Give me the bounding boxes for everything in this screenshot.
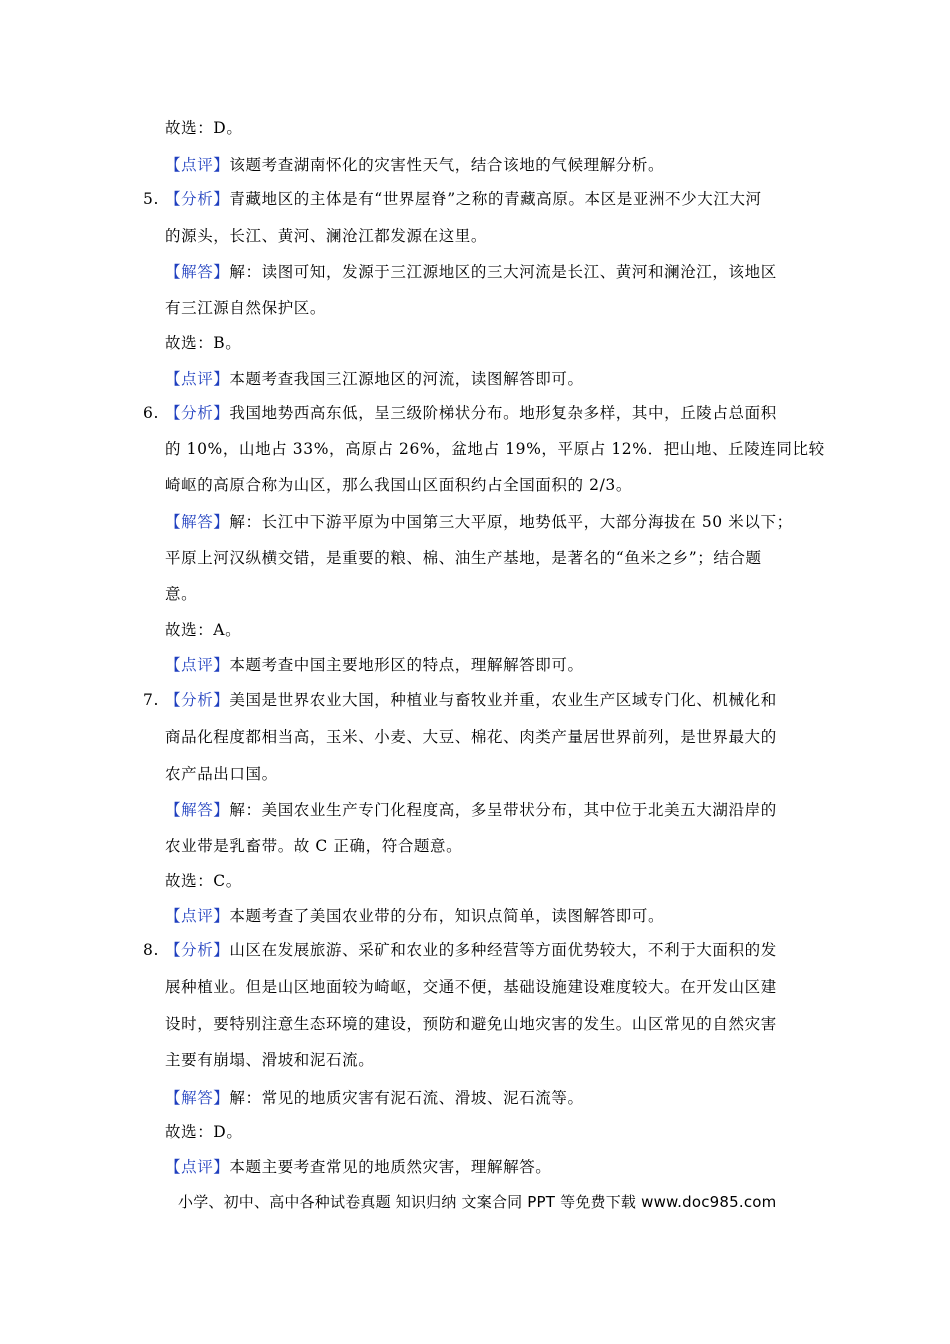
q7-fenxi-line-2: 商品化程度都相当高，玉米、小麦、大豆、棉花、肉类产量居世界前列，是世界最大的 (165, 728, 777, 746)
q5-jieda-line-1: 【解答】解：读图可知，发源于三江源地区的三大河流是长江、黄河和澜沧江，该地区 (165, 263, 777, 281)
page-footer: 小学、初中、高中各种试卷真题 知识归纳 文案合同 PPT 等免费下载 www.doc985.com (178, 1193, 777, 1211)
q8-dianping: 【点评】本题主要考查常见的地质然灾害，理解解答。 (165, 1158, 552, 1176)
fenxi-tag: 【分析】 (165, 691, 230, 709)
dianping-tag: 【点评】 (165, 370, 230, 388)
q6-jieda-line-1: 【解答】解：长江中下游平原为中国第三大平原，地势低平，大部分海拔在 50 米以下； (165, 513, 793, 531)
fenxi-tag: 【分析】 (165, 941, 230, 959)
q7-number: 7. (143, 691, 159, 709)
fenxi-tag: 【分析】 (165, 190, 230, 208)
q8-fenxi-line-4: 主要有崩塌、滑坡和泥石流。 (165, 1051, 375, 1069)
q6-number: 6. (143, 404, 159, 422)
q4-choose: 故选：D。 (165, 119, 243, 137)
dianping-tag: 【点评】 (165, 656, 230, 674)
q7-choose: 故选：C。 (165, 872, 242, 890)
q5-choose: 故选：B。 (165, 334, 242, 352)
q6-fenxi-line-1: 6. 【分析】我国地势西高东低，呈三级阶梯状分布。地形复杂多样，其中，丘陵占总面积 (143, 404, 777, 422)
jieda-tag: 【解答】 (165, 513, 230, 531)
q6-jieda-line-3: 意。 (165, 585, 198, 603)
q5-jieda-line-2: 有三江源自然保护区。 (165, 299, 327, 317)
q8-fenxi-line-1: 8. 【分析】山区在发展旅游、采矿和农业的多种经营等方面优势较大，不利于大面积的发 (143, 941, 777, 959)
q6-choose: 故选：A。 (165, 621, 242, 639)
q7-jieda-line-2: 农业带是乳畜带。故 C 正确，符合题意。 (165, 837, 463, 855)
q5-number: 5. (143, 190, 159, 208)
q6-fenxi-line-2: 的 10%，山地占 33%，高原占 26%，盆地占 19%，平原占 12%．把山地、丘陵连同比较 (165, 440, 825, 458)
dianping-tag: 【点评】 (165, 156, 230, 174)
q5-dianping: 【点评】本题考查我国三江源地区的河流，读图解答即可。 (165, 370, 584, 388)
fenxi-tag: 【分析】 (165, 404, 230, 422)
jieda-tag: 【解答】 (165, 1089, 230, 1107)
q8-number: 8. (143, 941, 159, 959)
dianping-tag: 【点评】 (165, 1158, 230, 1176)
q5-fenxi-line-2: 的源头，长江、黄河、澜沧江都发源在这里。 (165, 227, 488, 245)
q8-jieda-line-1: 【解答】解：常见的地质灾害有泥石流、滑坡、泥石流等。 (165, 1089, 584, 1107)
dianping-tag: 【点评】 (165, 907, 230, 925)
q7-fenxi-line-1: 7. 【分析】美国是世界农业大国，种植业与畜牧业并重，农业生产区域专门化、机械化和 (143, 691, 777, 709)
q8-fenxi-line-3: 设时，要特别注意生态环境的建设，预防和避免山地灾害的发生。山区常见的自然灾害 (165, 1015, 777, 1033)
q6-jieda-line-2: 平原上河汉纵横交错，是重要的粮、棉、油生产基地，是著名的“鱼米之乡”；结合题 (165, 549, 762, 567)
jieda-tag: 【解答】 (165, 263, 230, 281)
q6-fenxi-line-3: 崎岖的高原合称为山区，那么我国山区面积约占全国面积的 2/3。 (165, 476, 632, 494)
q7-dianping: 【点评】本题考查了美国农业带的分布，知识点简单，读图解答即可。 (165, 907, 665, 925)
q7-jieda-line-1: 【解答】解：美国农业生产专门化程度高，多呈带状分布，其中位于北美五大湖沿岸的 (165, 801, 777, 819)
q5-fenxi-line-1: 5. 【分析】青藏地区的主体是有“世界屋脊”之称的青藏高原。本区是亚洲不少大江大河 (143, 190, 762, 208)
jieda-tag: 【解答】 (165, 801, 230, 819)
q8-choose: 故选：D。 (165, 1123, 243, 1141)
q6-dianping: 【点评】本题考查中国主要地形区的特点，理解解答即可。 (165, 656, 584, 674)
q7-fenxi-line-3: 农产品出口国。 (165, 765, 278, 783)
q4-dianping: 【点评】该题考查湖南怀化的灾害性天气，结合该地的气候理解分析。 (165, 156, 665, 174)
q8-fenxi-line-2: 展种植业。但是山区地面较为崎岖，交通不便，基础设施建设难度较大。在开发山区建 (165, 978, 777, 996)
